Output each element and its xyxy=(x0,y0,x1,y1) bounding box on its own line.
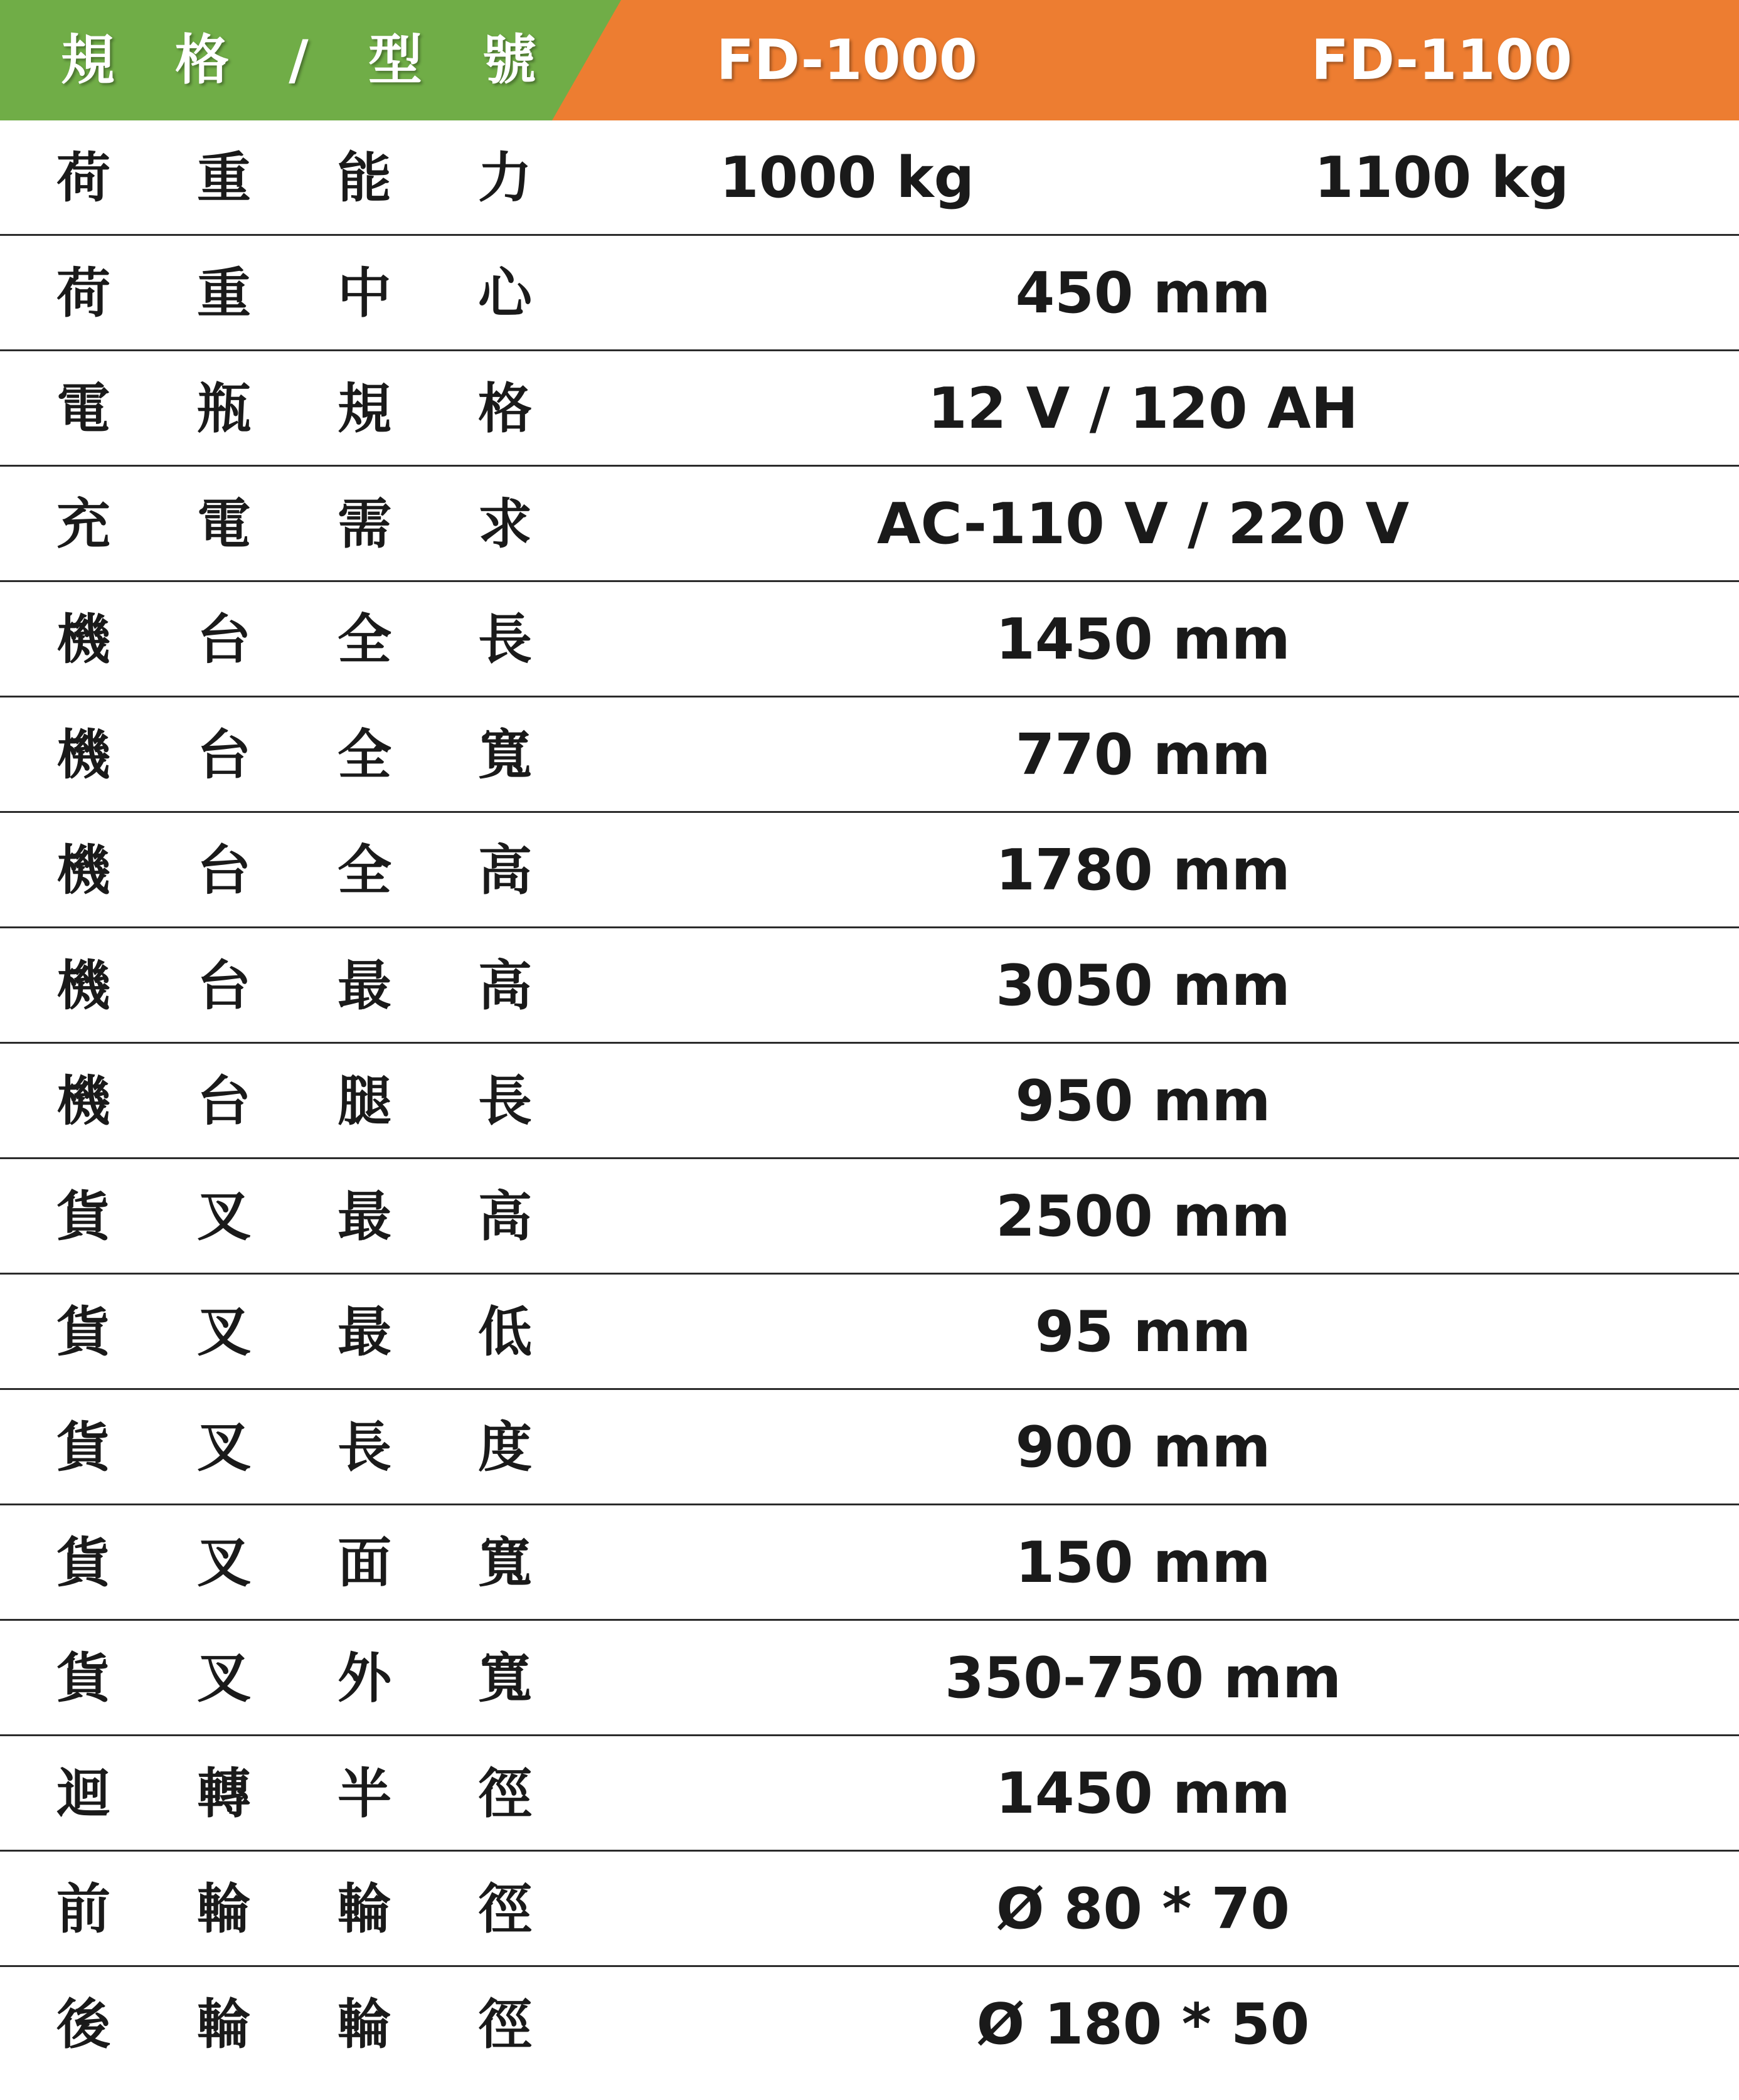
row-label-char: 電 xyxy=(197,493,251,556)
row-label-char: 重 xyxy=(197,147,251,209)
row-label-char: 長 xyxy=(478,1070,532,1133)
value-fd-1000: 1000 kg xyxy=(719,145,975,211)
row-label-char: 叉 xyxy=(197,1647,251,1710)
row-label-char: 前 xyxy=(56,1878,110,1941)
table-row-load-capacity xyxy=(0,120,1739,236)
row-value: Ø 180 * 50 xyxy=(976,1991,1310,2057)
row-label-char: 面 xyxy=(338,1532,391,1594)
header-label-char: / xyxy=(289,29,309,92)
row-label-char: 徑 xyxy=(478,1993,532,2056)
row-label-char: 心 xyxy=(478,262,532,325)
row-label-char: 徑 xyxy=(478,1763,532,1825)
row-label-char: 機 xyxy=(56,608,110,671)
row-value: 900 mm xyxy=(1015,1414,1271,1480)
table-row xyxy=(0,697,1739,813)
row-value: 770 mm xyxy=(1015,722,1271,788)
row-value: 350-750 mm xyxy=(945,1645,1341,1711)
table-row xyxy=(0,582,1739,697)
table-row xyxy=(0,1852,1739,1967)
row-label-char: 台 xyxy=(197,608,251,671)
row-label-char: 格 xyxy=(478,378,532,440)
row-label-char: 重 xyxy=(197,262,251,325)
row-label-char: 貨 xyxy=(56,1532,110,1594)
row-label-char: 高 xyxy=(478,955,532,1017)
row-label-char: 叉 xyxy=(197,1532,251,1594)
row-label-char: 寬 xyxy=(478,724,532,787)
header-label xyxy=(0,0,552,120)
row-label-char: 寬 xyxy=(478,1647,532,1710)
row-label-char: 台 xyxy=(197,955,251,1017)
model-header-fd-1000: FD-1000 xyxy=(716,28,978,92)
row-label-char: 迴 xyxy=(56,1763,110,1825)
row-label-char: 輪 xyxy=(338,1993,391,2056)
row-label-char: 機 xyxy=(56,955,110,1017)
row-label-char: 最 xyxy=(338,955,391,1017)
row-value: 1780 mm xyxy=(996,837,1290,903)
row-label-char: 全 xyxy=(338,724,391,787)
row-label-char: 台 xyxy=(197,839,251,902)
row-label-char: 荷 xyxy=(56,262,110,325)
header-label-char: 號 xyxy=(482,29,536,92)
table-row xyxy=(0,1967,1739,2082)
row-label-char: 最 xyxy=(338,1185,391,1248)
row-label-char: 貨 xyxy=(56,1185,110,1248)
table-row xyxy=(0,1505,1739,1621)
row-label-char: 全 xyxy=(338,608,391,671)
row-label-char: 高 xyxy=(478,1185,532,1248)
row-label-char: 台 xyxy=(197,724,251,787)
header-label-char: 型 xyxy=(368,29,422,92)
row-label-char: 腿 xyxy=(338,1070,391,1133)
row-label-char: 台 xyxy=(197,1070,251,1133)
table-row xyxy=(0,813,1739,928)
row-value: 2500 mm xyxy=(996,1184,1290,1249)
row-label-char: 後 xyxy=(56,1993,110,2056)
row-label-char: 充 xyxy=(56,493,110,556)
row-label-char: 貨 xyxy=(56,1301,110,1364)
header-label-char: 規 xyxy=(61,29,115,92)
row-value: Ø 80 * 70 xyxy=(996,1876,1290,1942)
row-value: 3050 mm xyxy=(996,953,1290,1019)
row-label-char: 度 xyxy=(478,1416,532,1479)
table-row xyxy=(0,351,1739,467)
row-label-char: 低 xyxy=(478,1301,532,1364)
row-label-char: 長 xyxy=(478,608,532,671)
header-label-char: 格 xyxy=(175,29,229,92)
table-row xyxy=(0,1044,1739,1159)
row-value: 450 mm xyxy=(1015,260,1271,326)
table-row xyxy=(0,236,1739,351)
row-label-char: 高 xyxy=(478,839,532,902)
table-row xyxy=(0,1621,1739,1736)
row-label-char: 機 xyxy=(56,1070,110,1133)
row-label-char: 求 xyxy=(478,493,532,556)
row-label-char: 瓶 xyxy=(197,378,251,440)
row-label-char: 徑 xyxy=(478,1878,532,1941)
row-label-char: 能 xyxy=(338,147,391,209)
row-label-char: 輪 xyxy=(197,1993,251,2056)
row-label-char: 外 xyxy=(338,1647,391,1710)
table-row xyxy=(0,1159,1739,1275)
row-label-char: 轉 xyxy=(197,1763,251,1825)
row-value: 1450 mm xyxy=(996,1761,1290,1827)
row-label-char: 需 xyxy=(338,493,391,556)
row-label-char: 力 xyxy=(478,147,532,209)
table-row xyxy=(0,467,1739,582)
table-row xyxy=(0,928,1739,1044)
row-label-char: 貨 xyxy=(56,1416,110,1479)
row-label-char: 輪 xyxy=(338,1878,391,1941)
row-label-char: 長 xyxy=(338,1416,391,1479)
row-value: 1450 mm xyxy=(996,607,1290,672)
row-label-char: 荷 xyxy=(56,147,110,209)
row-label-char: 貨 xyxy=(56,1647,110,1710)
row-label-char: 中 xyxy=(338,262,391,325)
row-label-char: 電 xyxy=(56,378,110,440)
row-label-char: 半 xyxy=(338,1763,391,1825)
row-label-char: 最 xyxy=(338,1301,391,1364)
model-header-fd-1100: FD-1100 xyxy=(1311,28,1573,92)
row-value: 950 mm xyxy=(1015,1068,1271,1134)
value-fd-1100: 1100 kg xyxy=(1314,145,1570,211)
row-label-char: 規 xyxy=(338,378,391,440)
row-label-char: 叉 xyxy=(197,1416,251,1479)
row-value: 150 mm xyxy=(1015,1530,1271,1596)
row-label-char: 寬 xyxy=(478,1532,532,1594)
row-label-char: 輪 xyxy=(197,1878,251,1941)
row-label-char: 叉 xyxy=(197,1185,251,1248)
row-label-char: 全 xyxy=(338,839,391,902)
table-row xyxy=(0,1736,1739,1852)
row-value: 95 mm xyxy=(1034,1299,1252,1365)
row-label-char: 機 xyxy=(56,839,110,902)
row-value: AC-110 V / 220 V xyxy=(876,491,1410,557)
table-row xyxy=(0,1275,1739,1390)
table-row xyxy=(0,1390,1739,1505)
row-value: 12 V / 120 AH xyxy=(928,376,1358,442)
table-header xyxy=(0,0,1739,120)
row-label-char: 機 xyxy=(56,724,110,787)
row-label-char: 叉 xyxy=(197,1301,251,1364)
